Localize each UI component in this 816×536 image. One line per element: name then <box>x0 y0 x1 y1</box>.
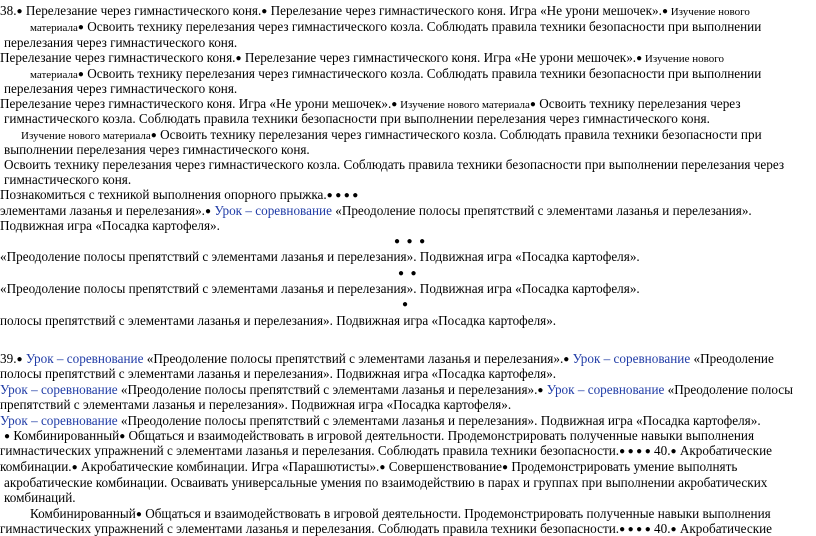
lesson-type-link: Урок – соревнование <box>214 203 332 218</box>
lesson-type-link: Урок – соревнование <box>0 413 118 428</box>
text-line: Изучение нового материала● Освоить технику перелезания через гимнастического козла. Соблюдать правила техники безопасности при <box>21 127 762 142</box>
text-line: материала● Освоить технику перелезания через гимнастического козла. Соблюдать правила техники безопасности при выполнении <box>30 19 762 34</box>
text-line: гимнастических упражнений с элементами лазанья и перелезания. Соблюдать правила техники безопасности.● ● ● ● 40.● Акробатические <box>0 521 773 536</box>
text-line: Перелезание через гимнастического коня.● Перелезание через гимнастического коня. Игра «Не урони мешочек».● Изучение нового <box>0 50 725 65</box>
text-line: «Преодоление полосы препятствий с элементами лазанья и перелезания». Подвижная игра «Посадка картофеля». <box>0 249 640 264</box>
bullet-dots: ● <box>402 299 411 310</box>
text-line: препятствий с элементами лазанья и перелезания». Подвижная игра «Посадка картофеля». <box>0 397 512 412</box>
text-line: Урок – соревнование «Преодоление полосы препятствий с элементами лазанья и перелезания».● Урок – соревнование «Преодоление полосы <box>0 382 793 397</box>
text-line: «Преодоление полосы препятствий с элементами лазанья и перелезания». Подвижная игра «Посадка картофеля». <box>0 281 640 296</box>
lesson-type-link: Урок – соревнование <box>546 382 665 397</box>
text-line: Познакомиться с техникой выполнения опорного прыжка.● ● ● ● <box>0 187 359 202</box>
text-line: гимнастического козла. Соблюдать правила техники безопасности при выполнении перелезания через гимнастического коня. <box>4 111 710 126</box>
text-line: Перелезание через гимнастического коня. Игра «Не урони мешочек».● Изучение нового материала● Освоить технику перелезания через <box>0 96 741 111</box>
text-line: перелезания через гимнастического коня. <box>4 81 238 96</box>
text-line: гимнастического коня. <box>4 172 132 187</box>
text-line: гимнастических упражнений с элементами лазанья и перелезания. Соблюдать правила техники безопасности.● ● ● ● 40.● Акробатические <box>0 443 773 458</box>
bullet-dots: ● ● <box>398 268 419 279</box>
text-line: элементами лазанья и перелезания».● Урок – соревнование «Преодоление полосы препятствий с элементами лазанья и перелезания». <box>0 203 752 218</box>
text-line: Освоить технику перелезания через гимнастического козла. Соблюдать правила техники безопасности при выполнении перелезания через <box>4 157 785 172</box>
text-line: материала● Освоить технику перелезания через гимнастического козла. Соблюдать правила техники безопасности при выполнении <box>30 66 762 81</box>
text-line: 38.● Перелезание через гимнастического коня.● Перелезание через гимнастического коня. Игра «Не урони мешочек».● Изучение нового <box>0 3 750 18</box>
text-line: Урок – соревнование «Преодоление полосы препятствий с элементами лазанья и перелезания». Подвижная игра «Посадка картофеля». <box>0 413 761 428</box>
text-line: комбинации.● Акробатические комбинации. Игра «Парашютисты».● Совершенствование● Продемонстрировать умение выполнять <box>0 459 738 474</box>
text-line: перелезания через гимнастического коня. <box>4 35 238 50</box>
text-line: Комбинированный● Общаться и взаимодействовать в игровой деятельности. Продемонстрировать полученные навыки выполнения <box>30 506 771 521</box>
text-line: 39.● Урок – соревнование «Преодоление полосы препятствий с элементами лазанья и перелезания».● Урок – соревнование «Преодоление <box>0 351 774 366</box>
text-line: выполнении перелезания через гимнастического коня. <box>4 142 310 157</box>
bullet-dots: ● ● ● <box>394 236 428 247</box>
text-line: полосы препятствий с элементами лазанья и перелезания». Подвижная игра «Посадка картофеля». <box>0 313 557 328</box>
lesson-type-link: Урок – соревнование <box>0 382 118 397</box>
text-line: ● Комбинированный● Общаться и взаимодействовать в игровой деятельности. Продемонстрировать полученные навыки выполнения <box>4 428 755 443</box>
text-line: комбинаций. <box>4 490 76 505</box>
text-line: Подвижная игра «Посадка картофеля». <box>0 218 220 233</box>
text-line: полосы препятствий с элементами лазанья и перелезания». Подвижная игра «Посадка картофеля». <box>0 366 557 381</box>
lesson-type-link: Урок – соревнование <box>572 351 691 366</box>
text-line: акробатические комбинации. Осваивать универсальные умения по взаимодействию в парах и группах при выполнении акробатических <box>4 475 768 490</box>
lesson-type-link: Урок – соревнование <box>25 351 144 366</box>
